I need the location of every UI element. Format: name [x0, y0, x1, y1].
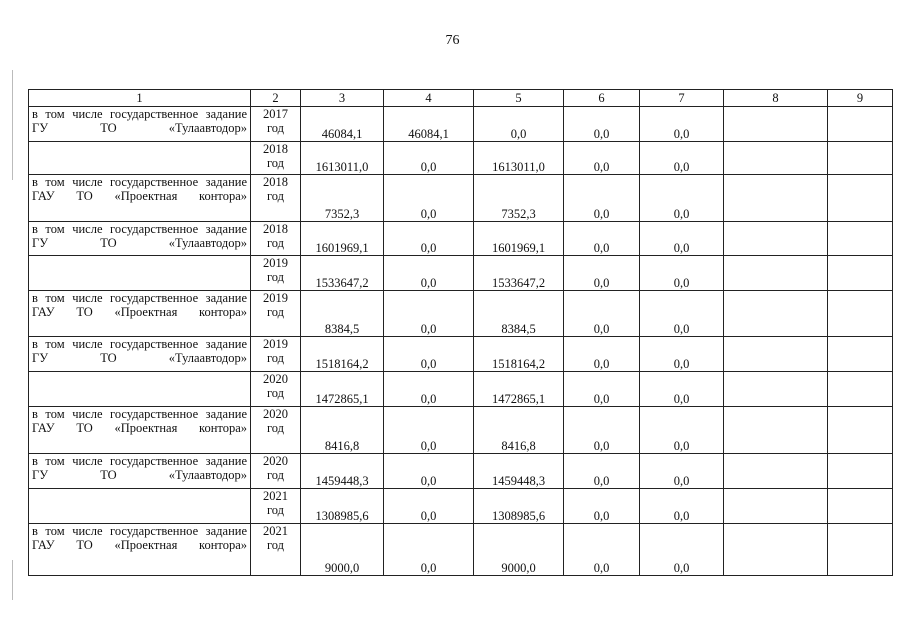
- cell-col-7: 0,0: [640, 175, 724, 222]
- cell-col-7: 0,0: [640, 291, 724, 337]
- cell-col-8: [724, 337, 828, 372]
- row-description: в том числе государственное задание ГУ ТО «Тулаавтодор»: [29, 107, 251, 142]
- cell-col-8: [724, 222, 828, 256]
- row-description: [29, 489, 251, 524]
- column-header: 5: [474, 90, 564, 107]
- cell-col-8: [724, 142, 828, 175]
- row-year: 2019 год: [251, 291, 301, 337]
- cell-col-6: 0,0: [564, 454, 640, 489]
- table-row: [29, 256, 893, 291]
- cell-col-5: 1533647,2: [474, 256, 564, 291]
- cell-col-9: [828, 175, 893, 222]
- cell-col-3: 46084,1: [301, 107, 384, 142]
- scan-mark: [12, 560, 13, 600]
- row-year: 2019 год: [251, 337, 301, 372]
- cell-col-5: 1472865,1: [474, 372, 564, 407]
- cell-col-6: 0,0: [564, 489, 640, 524]
- row-year: 2021 год: [251, 489, 301, 524]
- cell-col-6: 0,0: [564, 291, 640, 337]
- cell-col-7: 0,0: [640, 524, 724, 576]
- cell-col-7: 0,0: [640, 107, 724, 142]
- cell-col-6: 0,0: [564, 337, 640, 372]
- cell-col-4: 0,0: [384, 524, 474, 576]
- cell-col-9: [828, 524, 893, 576]
- row-year: 2020 год: [251, 407, 301, 454]
- table-row: [29, 291, 893, 337]
- row-description: в том числе государственное задание ГУ ТО «Тулаавтодор»: [29, 222, 251, 256]
- cell-col-9: [828, 291, 893, 337]
- column-header: 9: [828, 90, 893, 107]
- cell-col-7: 0,0: [640, 372, 724, 407]
- table-row: [29, 524, 893, 576]
- cell-col-6: 0,0: [564, 524, 640, 576]
- row-description: в том числе государственное задание ГАУ ТО «Проектная контора»: [29, 175, 251, 222]
- row-description: [29, 256, 251, 291]
- row-description: в том числе государственное задание ГУ ТО «Тулаавтодор»: [29, 337, 251, 372]
- column-header: 3: [301, 90, 384, 107]
- cell-col-3: 7352,3: [301, 175, 384, 222]
- cell-col-7: 0,0: [640, 407, 724, 454]
- cell-col-9: [828, 142, 893, 175]
- column-header: 6: [564, 90, 640, 107]
- cell-col-9: [828, 337, 893, 372]
- cell-col-5: 1308985,6: [474, 489, 564, 524]
- cell-col-6: 0,0: [564, 407, 640, 454]
- cell-col-4: 0,0: [384, 454, 474, 489]
- cell-col-6: 0,0: [564, 107, 640, 142]
- cell-col-4: 0,0: [384, 372, 474, 407]
- cell-col-5: 0,0: [474, 107, 564, 142]
- cell-col-5: 1518164,2: [474, 337, 564, 372]
- table-row: [29, 489, 893, 524]
- cell-col-6: 0,0: [564, 256, 640, 291]
- cell-col-3: 8384,5: [301, 291, 384, 337]
- table-row: [29, 454, 893, 489]
- cell-col-4: 0,0: [384, 407, 474, 454]
- column-header: 2: [251, 90, 301, 107]
- row-description: в том числе государственное задание ГУ ТО «Тулаавтодор»: [29, 454, 251, 489]
- table-row: [29, 222, 893, 256]
- cell-col-5: 8384,5: [474, 291, 564, 337]
- row-year: 2019 год: [251, 256, 301, 291]
- cell-col-7: 0,0: [640, 256, 724, 291]
- table-row: [29, 372, 893, 407]
- cell-col-4: 0,0: [384, 142, 474, 175]
- row-description: [29, 372, 251, 407]
- row-description: в том числе государственное задание ГАУ ТО «Проектная контора»: [29, 291, 251, 337]
- cell-col-3: 1472865,1: [301, 372, 384, 407]
- cell-col-3: 1518164,2: [301, 337, 384, 372]
- cell-col-8: [724, 489, 828, 524]
- column-header: 7: [640, 90, 724, 107]
- cell-col-5: 1459448,3: [474, 454, 564, 489]
- cell-col-8: [724, 372, 828, 407]
- cell-col-4: 46084,1: [384, 107, 474, 142]
- cell-col-5: 1601969,1: [474, 222, 564, 256]
- row-year: 2018 год: [251, 142, 301, 175]
- row-year: 2017 год: [251, 107, 301, 142]
- cell-col-4: 0,0: [384, 175, 474, 222]
- table-row: [29, 142, 893, 175]
- cell-col-9: [828, 107, 893, 142]
- row-year: 2018 год: [251, 222, 301, 256]
- row-year: 2020 год: [251, 372, 301, 407]
- cell-col-4: 0,0: [384, 291, 474, 337]
- cell-col-6: 0,0: [564, 372, 640, 407]
- cell-col-3: 1533647,2: [301, 256, 384, 291]
- cell-col-8: [724, 454, 828, 489]
- header-row: [29, 90, 893, 107]
- cell-col-3: 1308985,6: [301, 489, 384, 524]
- row-description: в том числе государственное задание ГАУ ТО «Проектная контора»: [29, 407, 251, 454]
- cell-col-5: 8416,8: [474, 407, 564, 454]
- cell-col-3: 1601969,1: [301, 222, 384, 256]
- cell-col-9: [828, 489, 893, 524]
- column-header: 8: [724, 90, 828, 107]
- cell-col-3: 1613011,0: [301, 142, 384, 175]
- row-year: 2021 год: [251, 524, 301, 576]
- table-row: [29, 175, 893, 222]
- budget-table: [28, 89, 893, 576]
- row-description: [29, 142, 251, 175]
- page-number: 76: [445, 33, 460, 48]
- table-row: [29, 407, 893, 454]
- cell-col-8: [724, 175, 828, 222]
- cell-col-8: [724, 524, 828, 576]
- cell-col-7: 0,0: [640, 337, 724, 372]
- cell-col-6: 0,0: [564, 142, 640, 175]
- cell-col-9: [828, 454, 893, 489]
- cell-col-7: 0,0: [640, 222, 724, 256]
- scan-mark: [12, 70, 13, 180]
- cell-col-9: [828, 222, 893, 256]
- cell-col-7: 0,0: [640, 489, 724, 524]
- cell-col-6: 0,0: [564, 175, 640, 222]
- cell-col-5: 1613011,0: [474, 142, 564, 175]
- cell-col-6: 0,0: [564, 222, 640, 256]
- cell-col-3: 8416,8: [301, 407, 384, 454]
- cell-col-8: [724, 256, 828, 291]
- cell-col-5: 7352,3: [474, 175, 564, 222]
- cell-col-3: 1459448,3: [301, 454, 384, 489]
- cell-col-8: [724, 407, 828, 454]
- row-description: в том числе государственное задание ГАУ ТО «Проектная контора»: [29, 524, 251, 576]
- column-header: 4: [384, 90, 474, 107]
- cell-col-9: [828, 407, 893, 454]
- column-header: 1: [29, 90, 251, 107]
- table-row: [29, 337, 893, 372]
- cell-col-4: 0,0: [384, 222, 474, 256]
- cell-col-8: [724, 107, 828, 142]
- row-year: 2020 год: [251, 454, 301, 489]
- cell-col-5: 9000,0: [474, 524, 564, 576]
- cell-col-7: 0,0: [640, 454, 724, 489]
- cell-col-4: 0,0: [384, 489, 474, 524]
- cell-col-8: [724, 291, 828, 337]
- cell-col-9: [828, 372, 893, 407]
- cell-col-4: 0,0: [384, 256, 474, 291]
- cell-col-4: 0,0: [384, 337, 474, 372]
- cell-col-9: [828, 256, 893, 291]
- table-row: [29, 107, 893, 142]
- cell-col-7: 0,0: [640, 142, 724, 175]
- cell-col-3: 9000,0: [301, 524, 384, 576]
- row-year: 2018 год: [251, 175, 301, 222]
